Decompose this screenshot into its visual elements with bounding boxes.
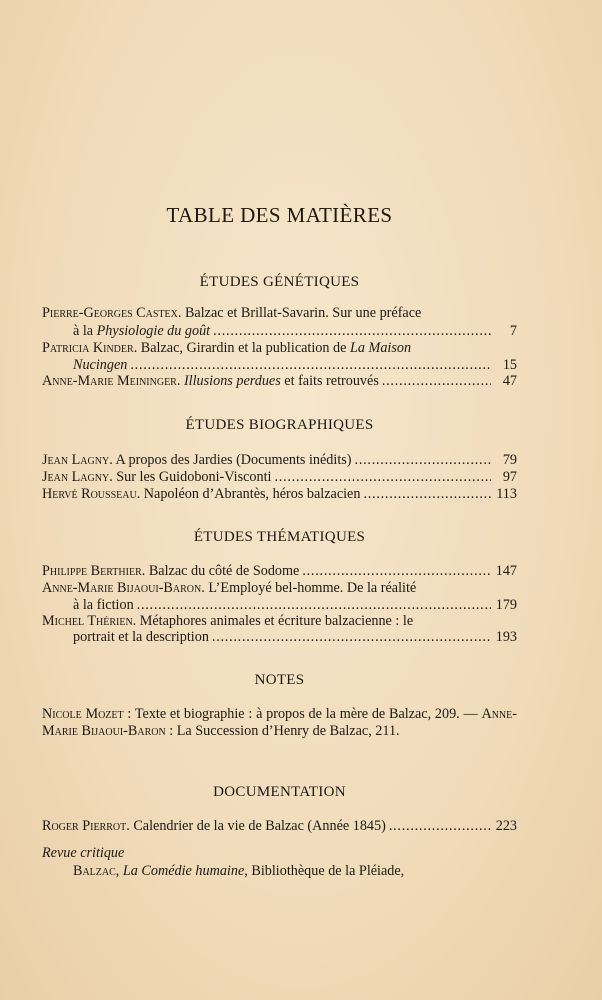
toc-title: . Napoléon d’Abrantès, héros balzacien bbox=[136, 486, 361, 502]
page-title: TABLE DES MATIÈRES bbox=[166, 203, 393, 227]
section-heading-documentation: DOCUMENTATION bbox=[213, 784, 346, 800]
table-of-contents-page bbox=[42, 0, 517, 1000]
toc-title-italic: La Comédie humaine bbox=[122, 863, 245, 879]
toc-entry-kinder bbox=[42, 339, 517, 357]
toc-entry-berthier bbox=[42, 562, 517, 580]
leader-dots bbox=[363, 485, 491, 503]
toc-title: à la fiction bbox=[73, 597, 134, 613]
notes-text: : La Succession d’Henry de Balzac, 211. bbox=[165, 723, 400, 739]
toc-title: . Sur les Guidoboni-Visconti bbox=[109, 469, 272, 485]
toc-page-number: 193 bbox=[495, 629, 517, 645]
leader-dots bbox=[382, 372, 491, 390]
section-heading-biographiques: ÉTUDES BIOGRAPHIQUES bbox=[185, 417, 374, 433]
toc-author: Michel Thérien bbox=[42, 613, 133, 629]
toc-title: . Balzac et Brillat-Savarin. Sur une préface bbox=[177, 305, 422, 321]
toc-author: Pierre-Georges Castex bbox=[42, 305, 178, 321]
toc-entry-lagny-guidoboni bbox=[42, 468, 517, 486]
toc-title: . A propos des Jardies (Documents inédits) bbox=[109, 452, 352, 468]
notes-author: Anne-Marie Bijaoui-Baron bbox=[42, 706, 517, 739]
toc-title-italic: La Maison bbox=[349, 340, 412, 356]
toc-page-number: 223 bbox=[495, 818, 517, 834]
toc-page-number: 47 bbox=[502, 373, 517, 389]
toc-author: Anne-Marie Bijaoui-Baron bbox=[42, 580, 202, 596]
toc-entry-pierrot bbox=[42, 817, 517, 835]
toc-title: portrait et la description bbox=[73, 629, 209, 645]
leader-dots bbox=[274, 468, 491, 486]
toc-page-number: 15 bbox=[502, 357, 517, 373]
toc-title: . Métaphores animales et écriture balzacienne : le bbox=[132, 613, 414, 629]
leader-dots bbox=[213, 322, 491, 340]
toc-title-italic: Physiologie du goût bbox=[96, 323, 211, 339]
toc-author: Philippe Berthier bbox=[42, 563, 142, 579]
toc-author: Jean Lagny bbox=[42, 469, 110, 485]
toc-entry-bijaoui-baron bbox=[42, 579, 517, 597]
toc-author: Balzac bbox=[73, 863, 116, 879]
notes-author: Nicole Mozet bbox=[42, 706, 124, 722]
toc-title: et faits retrouvés bbox=[280, 373, 379, 389]
toc-page-number: 7 bbox=[509, 323, 517, 339]
toc-title-italic: Illusions perdues bbox=[183, 373, 281, 389]
toc-page-number: 179 bbox=[495, 597, 517, 613]
toc-author: Patricia Kinder bbox=[42, 340, 134, 356]
toc-title: , bbox=[115, 863, 123, 879]
leader-dots bbox=[212, 628, 491, 646]
leader-dots bbox=[355, 451, 491, 469]
toc-title: . bbox=[176, 373, 184, 389]
toc-title: à la bbox=[73, 323, 97, 339]
section-heading-notes: NOTES bbox=[254, 672, 305, 688]
revue-critique-label: Revue critique bbox=[42, 845, 125, 861]
section-heading-thematiques: ÉTUDES THÉMATIQUES bbox=[193, 529, 366, 545]
toc-author: Roger Pierrot bbox=[42, 818, 127, 834]
toc-entry-rousseau bbox=[42, 485, 517, 503]
toc-title: . Balzac du côté de Sodome bbox=[141, 563, 300, 579]
toc-page-number: 113 bbox=[496, 486, 517, 502]
toc-entry-lagny-jardies bbox=[42, 451, 517, 469]
section-heading-genetiques: ÉTUDES GÉNÉTIQUES bbox=[199, 274, 360, 290]
toc-title-italic: Nucingen bbox=[73, 357, 128, 373]
toc-entry-balzac-pleiade bbox=[42, 862, 517, 880]
leader-dots bbox=[302, 562, 491, 580]
toc-entry-castex-cont bbox=[42, 322, 517, 340]
toc-entry-castex bbox=[42, 304, 517, 322]
notes-text: : Texte et biographie : à propos de la mère de Balzac, 209. — bbox=[123, 706, 482, 722]
toc-author: Hervé Rousseau bbox=[42, 486, 137, 502]
toc-title: . Calendrier de la vie de Balzac (Année 1845) bbox=[126, 818, 386, 834]
toc-title: . Balzac, Girardin et la publication de bbox=[133, 340, 350, 356]
leader-dots bbox=[389, 817, 491, 835]
toc-author: Jean Lagny bbox=[42, 452, 110, 468]
toc-author: Anne-Marie Meininger bbox=[42, 373, 177, 389]
toc-page-number: 147 bbox=[495, 563, 517, 579]
toc-entry-therien-cont bbox=[42, 628, 517, 646]
notes-paragraph bbox=[42, 706, 517, 740]
toc-entry-meininger bbox=[42, 372, 517, 390]
toc-page-number: 97 bbox=[502, 469, 517, 485]
toc-title: . L’Employé bel-homme. De la réalité bbox=[201, 580, 417, 596]
toc-title: , Bibliothèque de la Pléiade, bbox=[244, 863, 405, 879]
toc-page-number: 79 bbox=[502, 452, 517, 468]
